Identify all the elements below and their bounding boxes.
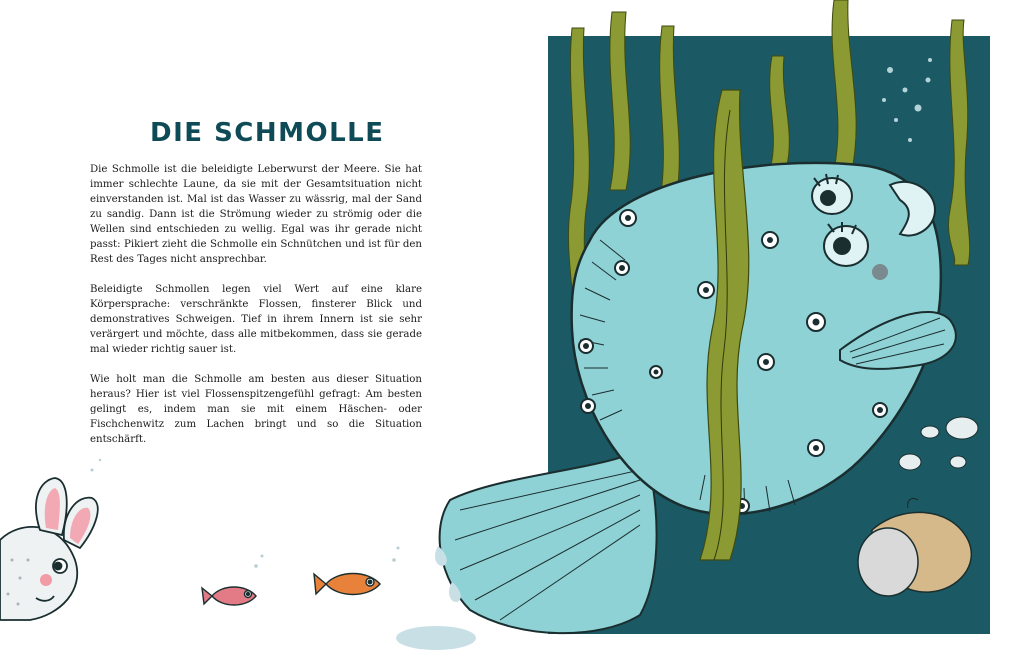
orange-fish bbox=[314, 574, 380, 595]
paragraph-3: Wie holt man die Schmolle am besten aus dieser Situation heraus? Hier ist viel Flossenspitzengefühl gefragt: Am besten gelingt es, indem man sie mit einem Häschen- oder Fischchenwitz zum Lachen bringt und so die Situation entschärft. bbox=[90, 374, 422, 445]
small-bubbles bbox=[91, 459, 400, 568]
paragraph-1: Die Schmolle ist die beleidigte Leberwurst der Meere. Sie hat immer schlechte Laune, da sie mit der Gesamtsituation nicht einverstanden ist. Mal ist das Wasser zu wässrig, mal der Sand zu sandig. Dann ist die Strömung wieder zu strömig oder die Wellen sind entschieden zu wellig. Egal was ihr gerade nicht passt: Pikiert zieht die Schmolle ein Schnütchen und ist für den Rest des Tages nicht ansprechbar. bbox=[90, 164, 422, 265]
fish-cheek bbox=[872, 264, 888, 280]
page-title: DIE SCHMOLLE bbox=[150, 118, 385, 148]
fish-tail bbox=[440, 450, 657, 633]
puddle bbox=[396, 626, 476, 650]
paragraph-2: Beleidigte Schmollen legen viel Wert auf eine klare Körpersprache: verschränkte Flossen, finsterer Blick und demonstratives Schweigen. Tief in ihrem Innern ist sie sehr verärgert und möchte, dass alle mitbekommen, dass sie gerade mal wieder richtig sauer ist. bbox=[90, 284, 422, 355]
pink-fish bbox=[202, 587, 256, 605]
bunny bbox=[0, 478, 98, 620]
